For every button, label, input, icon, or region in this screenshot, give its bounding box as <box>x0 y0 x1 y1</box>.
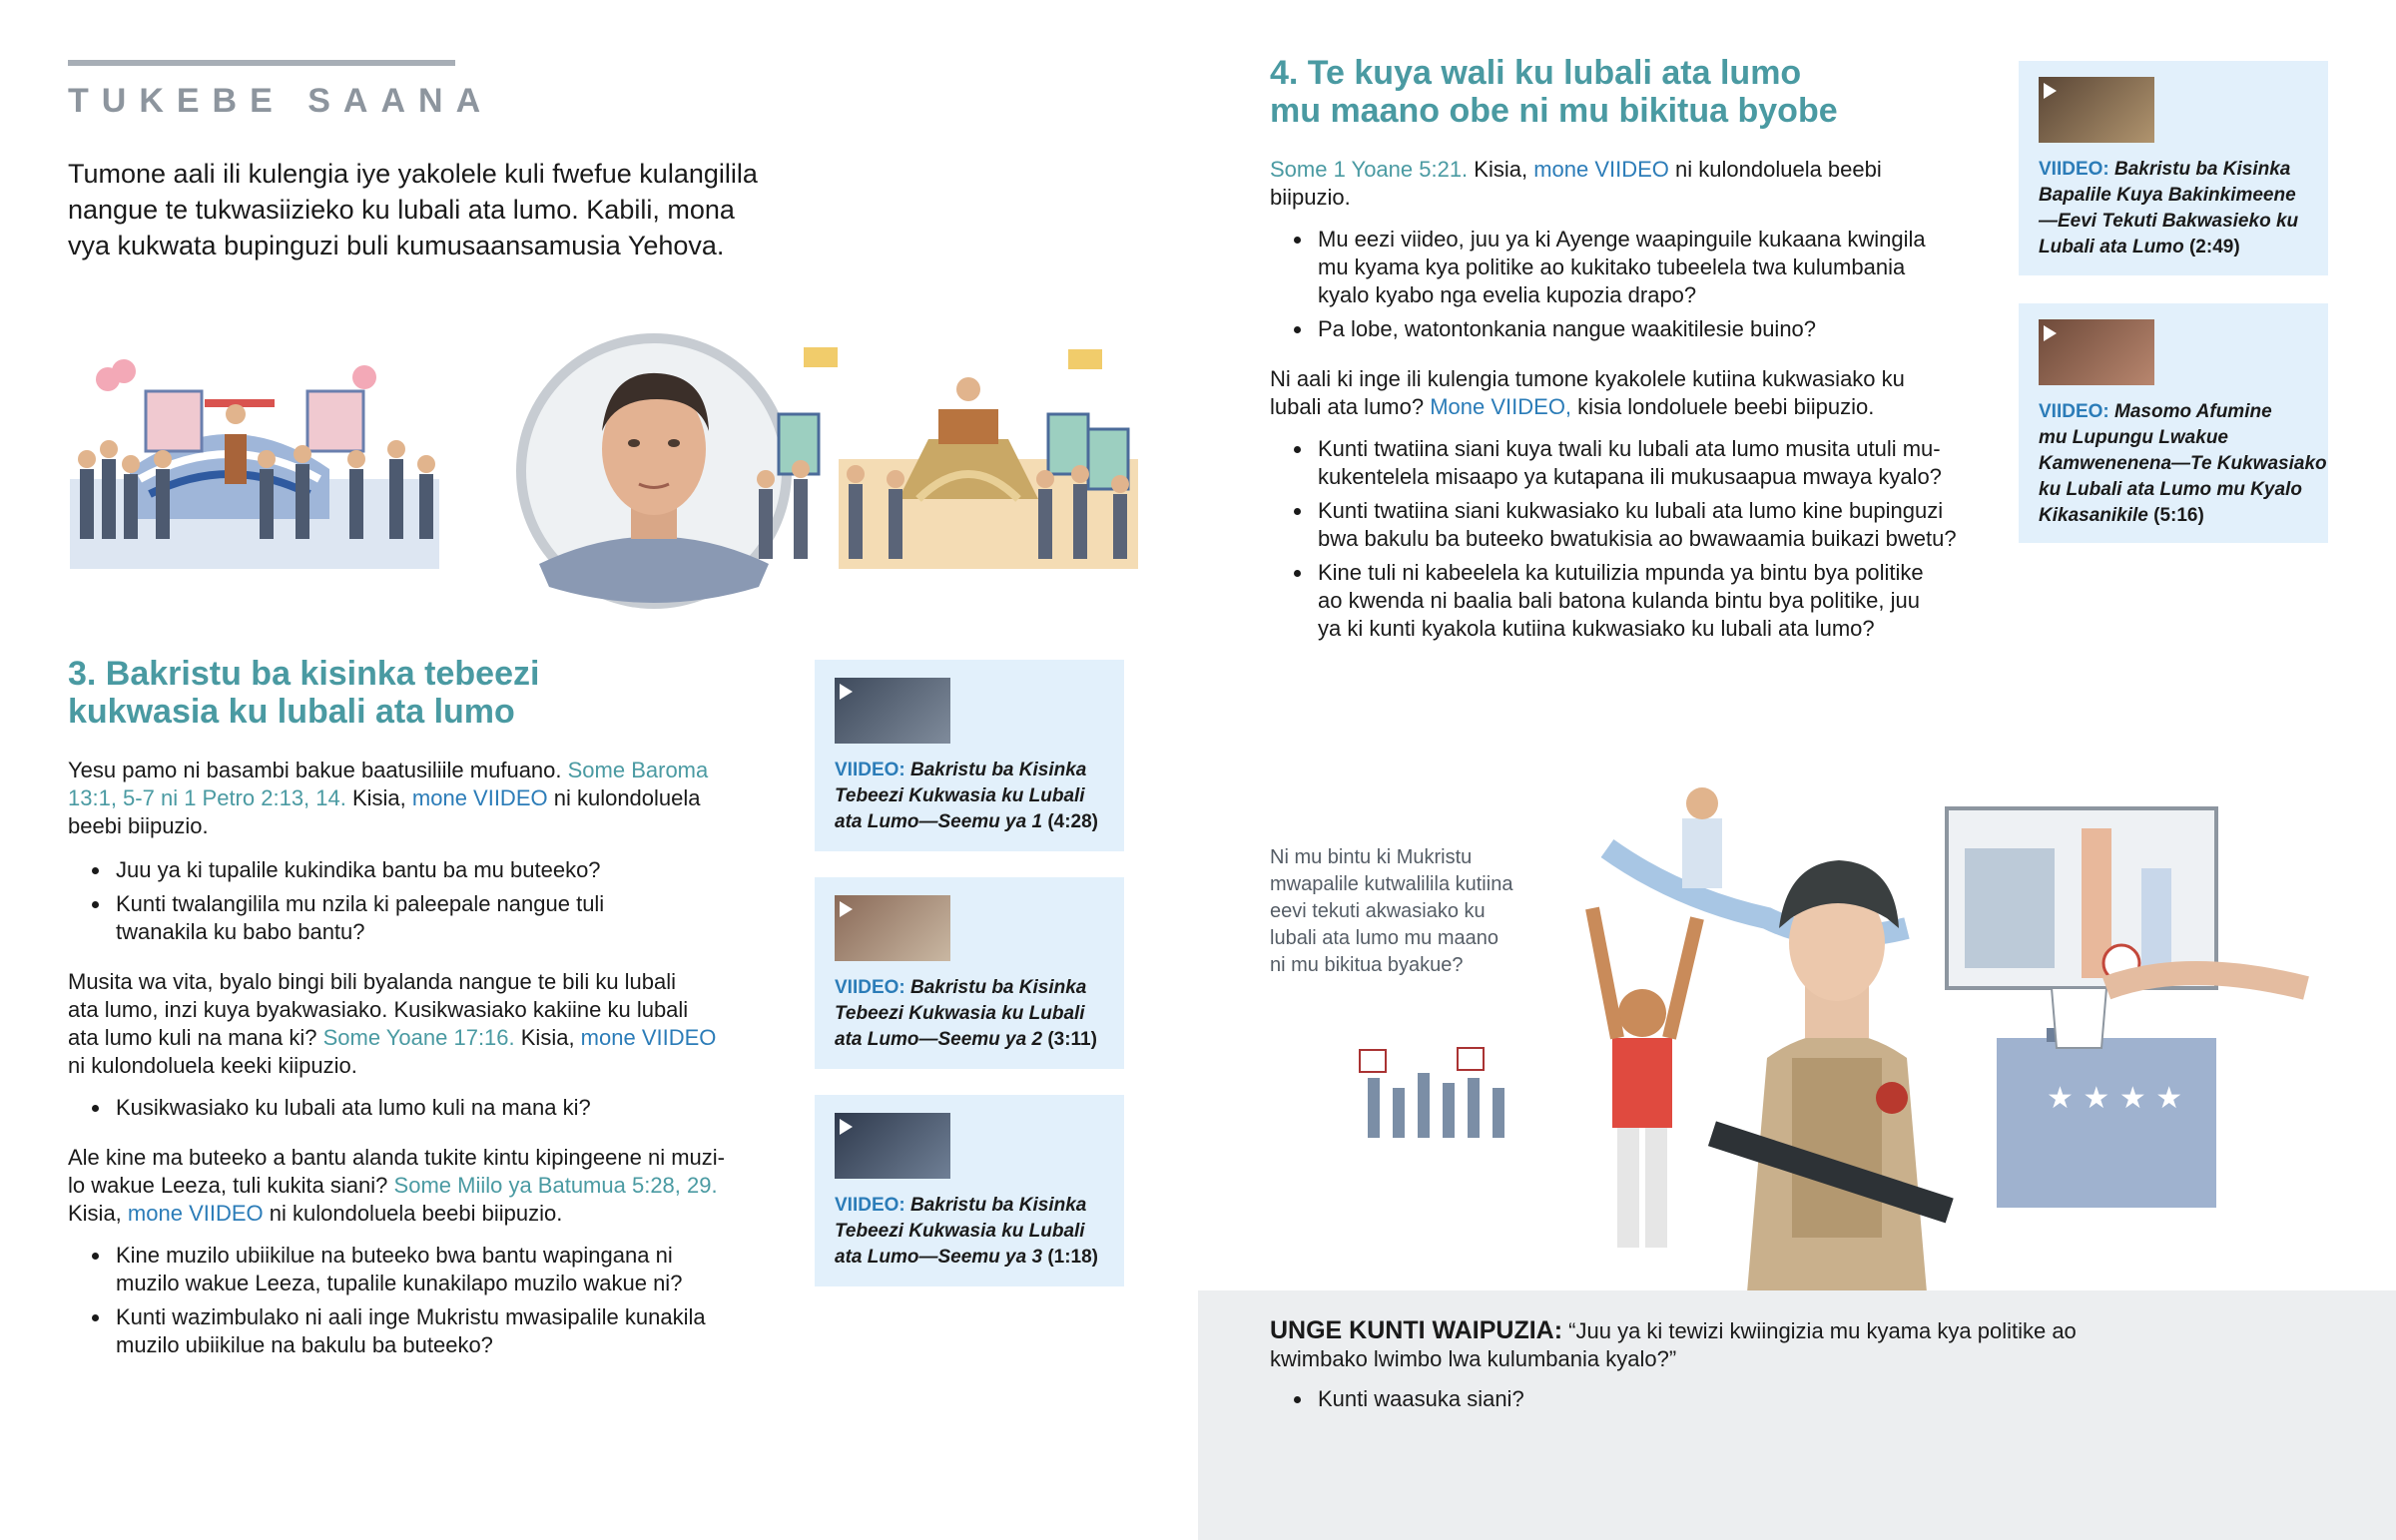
soldier <box>1708 860 1954 1292</box>
video-caption: VIIDEO: Bakristu ba Kisinka Tebeezi Kukwasia ku Lubali ata Lumo—Seemu ya 3 (1:18) <box>835 1195 1098 1268</box>
video-thumbnail[interactable] <box>2039 77 2154 143</box>
paragraph: Ale kine ma buteeko a bantu alanda tukite kintu kipingeene ni muzi- lo wakue Leeza, tuli kukita siani? Some Miilo ya Batumua 5:28, 29. Kisia, mone VIIDEO ni kulondoluela beebi biipuzio. <box>68 1145 725 1226</box>
video-link[interactable]: mone VIIDEO <box>127 1201 264 1226</box>
video-caption: VIIDEO: Bakristu ba Kisinka Bapalile Kuya Bakinkimeene —Eevi Tekuti Bakwasieko ku Lubali ata Lumo (2:49) <box>2039 159 2299 257</box>
question-label: UNGE KUNTI WAIPUZIA: <box>1270 1316 1563 1344</box>
question-list <box>68 1242 767 1359</box>
section-4-body <box>1270 156 2009 649</box>
video-caption: VIIDEO: Bakristu ba Kisinka Tebeezi Kukwasia ku Lubali ata Lumo—Seemu ya 2 (3:11) <box>835 977 1097 1050</box>
neutrality-illustration <box>1348 759 2346 1292</box>
flag-bearer <box>1682 787 1722 888</box>
list-item: Kunti twalangilila mu nzila ki paleepale nangue tuli twanakila ku babo bantu? <box>68 890 767 946</box>
protesters <box>1360 1048 1504 1138</box>
bottom-question <box>1270 1316 2318 1419</box>
play-icon <box>840 901 853 917</box>
rally-illustration <box>60 319 1158 619</box>
video-link[interactable]: Mone VIIDEO, <box>1430 394 1572 419</box>
video-thumbnail[interactable] <box>2039 319 2154 385</box>
svg-text:★ ★ ★ ★: ★ ★ ★ ★ <box>2047 1081 2183 1116</box>
paragraph: UNGE KUNTI WAIPUZIA: “Juu ya ki tewizi kwiingizia mu kyama kya politike ao kwimbako lwimbo lwa kulumbania kyalo?” <box>1270 1316 2077 1371</box>
question-list <box>68 1094 767 1122</box>
illustration-caption: Ni mu bintu ki Mukristu mwapalile kutwalilila kutiina eevi tekuti akwasiako ku lubali ata lumo mu maano ni mu bikitua byakue? <box>1270 846 1513 976</box>
scripture-link[interactable]: Some 1 Yoane 5:21. <box>1270 157 1469 182</box>
video-link[interactable]: mone VIIDEO <box>1533 157 1669 182</box>
paragraph: Yesu pamo ni basambi bakue baatusiliile mufuano. Some Baroma 13:1, 5-7 ni 1 Petro 2:13, 14. Kisia, mone VIIDEO ni kulondoluela beebi biipuzio. <box>68 758 709 838</box>
scripture-link[interactable]: 13:1, 5-7 ni 1 Petro 2:13, 14. <box>68 785 346 810</box>
question-list <box>1270 435 2009 643</box>
video-caption: VIIDEO: Masomo Afumine mu Lupungu Lwakue Kamwenenena—Te Kukwasiako ku Lubali ata Lumo mu Kyalo Kikasanikile (5:16) <box>2039 401 2327 526</box>
list-item: Kunti waasuka siani? <box>1270 1385 2318 1413</box>
list-item: Kunti twatiina siani kuya twali ku lubali ata lumo musita utuli mu- kukentelela misaapo ya kutapana ili mukusaapua mwaya kyalo? <box>1270 435 2009 491</box>
play-icon <box>840 1119 853 1135</box>
section-3-body <box>68 757 767 1365</box>
play-icon <box>2044 325 2057 341</box>
video-thumbnail[interactable] <box>835 678 950 744</box>
list-item: Kusikwasiako ku lubali ata lumo kuli na mana ki? <box>68 1094 767 1122</box>
scripture-link[interactable]: Some Baroma <box>567 758 709 782</box>
scripture-link[interactable]: Some Miilo ya Batumua 5:28, 29. <box>393 1173 718 1198</box>
voting-scene <box>1947 808 2306 1208</box>
video-box-1[interactable] <box>815 660 1124 851</box>
list-item: Pa lobe, watontonkania nangue waakitilesie buino? <box>1270 315 2009 343</box>
left-rally-scene <box>70 359 439 569</box>
list-item: Juu ya ki tupalile kukindika bantu ba mu buteeko? <box>68 856 767 884</box>
section-3-title: 3. Bakristu ba kisinka tebeezi kukwasia ku lubali ata lumo <box>68 655 540 731</box>
list-item: Mu eezi viideo, juu ya ki Ayenge waapinguile kukaana kwingila mu kyama kya politike ao kukitako tubeelela twa kulumbania kyalo kyabo nga evelia kupozia drapo? <box>1270 226 2009 309</box>
paragraph: Ni aali ki inge ili kulengia tumone kyakolele kutiina kukwasiako ku lubali ata lumo? Mone VIIDEO, kisia londoluele beebi biipuzio. <box>1270 366 1905 419</box>
video-thumbnail[interactable] <box>835 1113 950 1179</box>
scripture-link[interactable]: Some Yoane 17:16. <box>322 1025 515 1050</box>
list-item: Kine muzilo ubiikilue na buteeko bwa bantu wapingana ni muzilo wakue Leeza, tupalile kunakilapo muzilo wakue ni? <box>68 1242 767 1297</box>
video-caption: VIIDEO: Bakristu ba Kisinka Tebeezi Kukwasia ku Lubali ata Lumo—Seemu ya 1 (4:28) <box>835 760 1098 832</box>
play-icon <box>2044 83 2057 99</box>
intro-text: Tumone aali ili kulengia iye yakolele kuli fwefue kulangilila nangue te tukwasiizieko ku lubali ata lumo. Kabili, mona vya kukwata bupinguzi buli kumusaansamusia Yehova. <box>68 159 758 260</box>
video-link[interactable]: mone VIIDEO <box>580 1025 717 1050</box>
play-icon <box>840 684 853 700</box>
portrait-medallion <box>516 333 792 609</box>
list-item: Kine tuli ni kabeelela ka kutuilizia mpunda ya bintu bya politike ao kwenda ni baalia bali batona kulanda bintu bya politike, juu ya ki kunti kyakola kutiina kukwasiako ku lubali ata lumo? <box>1270 559 2009 643</box>
question-list <box>1270 226 2009 343</box>
top-rule <box>68 60 455 66</box>
right-rally-scene <box>757 347 1138 569</box>
question-list <box>1270 1385 2318 1413</box>
list-item: Kunti wazimbulako ni aali inge Mukristu mwasipalile kunakila muzilo ubiikilue na bakulu ba buteeko? <box>68 1303 767 1359</box>
paragraph: Musita wa vita, byalo bingi bili byalanda nangue te bili ku lubali ata lumo, inzi kuya byakwasiako. Kusikwasiako kakiine ku lubali ata lumo kuli na mana ki? Some Yoane 17:16. Kisia, mone VIIDEO ni kulondoluela keeki kiipuzio. <box>68 969 717 1078</box>
video-box-5[interactable] <box>2019 303 2328 543</box>
list-item: Kunti twatiina siani kukwasiako ku lubali ata lumo kine bupinguzi bwa bakulu ba buteeko bwatukisia ao bwawaamia buikazi bwetu? <box>1270 497 2009 553</box>
video-link[interactable]: mone VIIDEO <box>411 785 548 810</box>
video-thumbnail[interactable] <box>835 895 950 961</box>
section-4-title: 4. Te kuya wali ku lubali ata lumo mu maano obe ni mu bikitua byobe <box>1270 54 1838 130</box>
question-list <box>68 856 767 946</box>
section-heading: TUKEBE SAANA <box>68 82 494 120</box>
video-box-2[interactable] <box>815 877 1124 1069</box>
video-box-4[interactable] <box>2019 61 2328 275</box>
video-box-3[interactable] <box>815 1095 1124 1286</box>
paragraph: Some 1 Yoane 5:21. Kisia, mone VIIDEO ni kulondoluela beebi biipuzio. <box>1270 157 1882 210</box>
